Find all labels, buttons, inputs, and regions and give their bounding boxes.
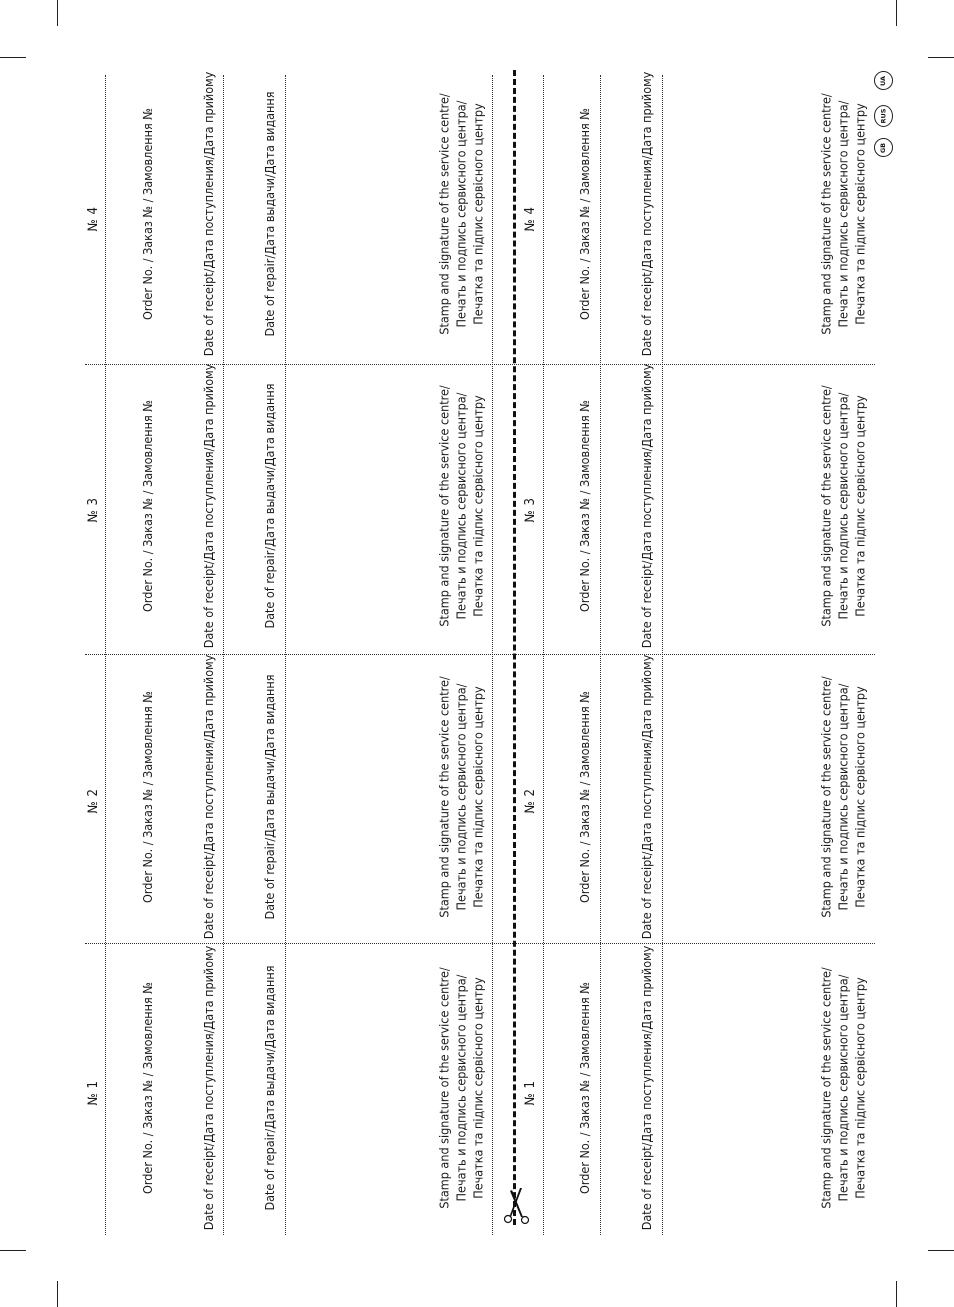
grid-line bbox=[543, 75, 544, 1235]
receipt-date-label: Date of receipt/Дата поступления/Дата прийому bbox=[201, 654, 216, 940]
grid-line bbox=[492, 75, 493, 1235]
grid-line bbox=[223, 75, 224, 1235]
order-number-label: Order No. / Заказ № / Замовлення № bbox=[140, 691, 155, 903]
order-number-label: Order No. / Заказ № / Замовлення № bbox=[140, 982, 155, 1194]
receipt-date-label: Date of receipt/Дата поступления/Дата прийому bbox=[201, 945, 216, 1231]
stub-order-number-label: Order No. / Заказ № / Замовлення № bbox=[577, 691, 592, 903]
stub-receipt-date-label: Date of receipt/Дата поступления/Дата прийому bbox=[639, 71, 654, 357]
crop-mark bbox=[928, 1250, 954, 1251]
grid-line bbox=[105, 75, 106, 1235]
receipt-date-label: Date of receipt/Дата поступления/Дата прийому bbox=[201, 71, 216, 357]
stub-stamp-signature-label: Stamp and signature of the service centre/ Печать и подпись сервисного центра/ Печатка та підпис сервісного центру bbox=[818, 385, 868, 627]
crop-mark bbox=[896, 0, 897, 26]
stub-number: № 2 bbox=[523, 788, 538, 814]
repair-date-label: Date of repair/Дата выдачи/Дата видання bbox=[262, 91, 277, 337]
crop-mark bbox=[0, 1250, 26, 1251]
stub-number: № 3 bbox=[523, 497, 538, 523]
repair-date-label: Date of repair/Дата выдачи/Дата видання bbox=[262, 965, 277, 1211]
crop-mark bbox=[57, 0, 58, 26]
stub-stamp-signature-label: Stamp and signature of the service centre/ Печать и подпись сервисного центра/ Печатка та підпис сервісного центру bbox=[818, 93, 868, 335]
stub-receipt-date-label: Date of receipt/Дата поступления/Дата прийому bbox=[639, 945, 654, 1231]
stub-stamp-signature-label: Stamp and signature of the service centre/ Печать и подпись сервисного центра/ Печатка та підпис сервісного центру bbox=[818, 676, 868, 918]
coupon-number: № 1 bbox=[86, 1080, 101, 1106]
stamp-signature-label: Stamp and signature of the service centre/ Печать и подпись сервисного центра/ Печатка та підпис сервісного центру bbox=[436, 967, 486, 1209]
coupon-number: № 4 bbox=[86, 206, 101, 232]
crop-mark bbox=[928, 57, 954, 58]
order-number-label: Order No. / Заказ № / Замовлення № bbox=[140, 400, 155, 612]
grid-line bbox=[285, 75, 286, 1235]
stamp-signature-label: Stamp and signature of the service centre/ Печать и подпись сервисного центра/ Печатка та підпис сервісного центру bbox=[436, 385, 486, 627]
stamp-signature-label: Stamp and signature of the service centre/ Печать и подпись сервисного центра/ Печатка та підпис сервісного центру bbox=[436, 93, 486, 335]
stub-order-number-label: Order No. / Заказ № / Замовлення № bbox=[577, 400, 592, 612]
grid-line bbox=[85, 943, 875, 944]
coupon-number: № 2 bbox=[86, 788, 101, 814]
order-number-label: Order No. / Заказ № / Замовлення № bbox=[140, 108, 155, 320]
grid-line bbox=[662, 75, 663, 1235]
stub-receipt-date-label: Date of receipt/Дата поступления/Дата прийому bbox=[639, 654, 654, 940]
crop-mark bbox=[57, 1281, 58, 1307]
receipt-date-label: Date of receipt/Дата поступления/Дата прийому bbox=[201, 363, 216, 649]
stub-number: № 4 bbox=[523, 206, 538, 232]
stub-order-number-label: Order No. / Заказ № / Замовлення № bbox=[577, 982, 592, 1194]
stub-stamp-signature-label: Stamp and signature of the service centre/ Печать и подпись сервисного центра/ Печатка та підпис сервісного центру bbox=[818, 967, 868, 1209]
crop-mark bbox=[0, 57, 26, 58]
stamp-signature-label: Stamp and signature of the service centre/ Печать и подпись сервисного центра/ Печатка та підпис сервісного центру bbox=[436, 676, 486, 918]
coupon-number: № 3 bbox=[86, 497, 101, 523]
stub-receipt-date-label: Date of receipt/Дата поступления/Дата прийому bbox=[639, 363, 654, 649]
cut-line bbox=[513, 70, 516, 1225]
language-badge-ua: UA bbox=[874, 71, 893, 90]
language-badge-gb: GB bbox=[874, 138, 893, 157]
stub-number: № 1 bbox=[523, 1080, 538, 1106]
stub-order-number-label: Order No. / Заказ № / Замовлення № bbox=[577, 108, 592, 320]
repair-date-label: Date of repair/Дата выдачи/Дата видання bbox=[262, 674, 277, 920]
grid-line bbox=[600, 75, 601, 1235]
scissors-icon bbox=[502, 1186, 536, 1226]
crop-mark bbox=[896, 1281, 897, 1307]
language-badge-rus: RUS bbox=[874, 105, 893, 127]
repair-date-label: Date of repair/Дата выдачи/Дата видання bbox=[262, 383, 277, 629]
